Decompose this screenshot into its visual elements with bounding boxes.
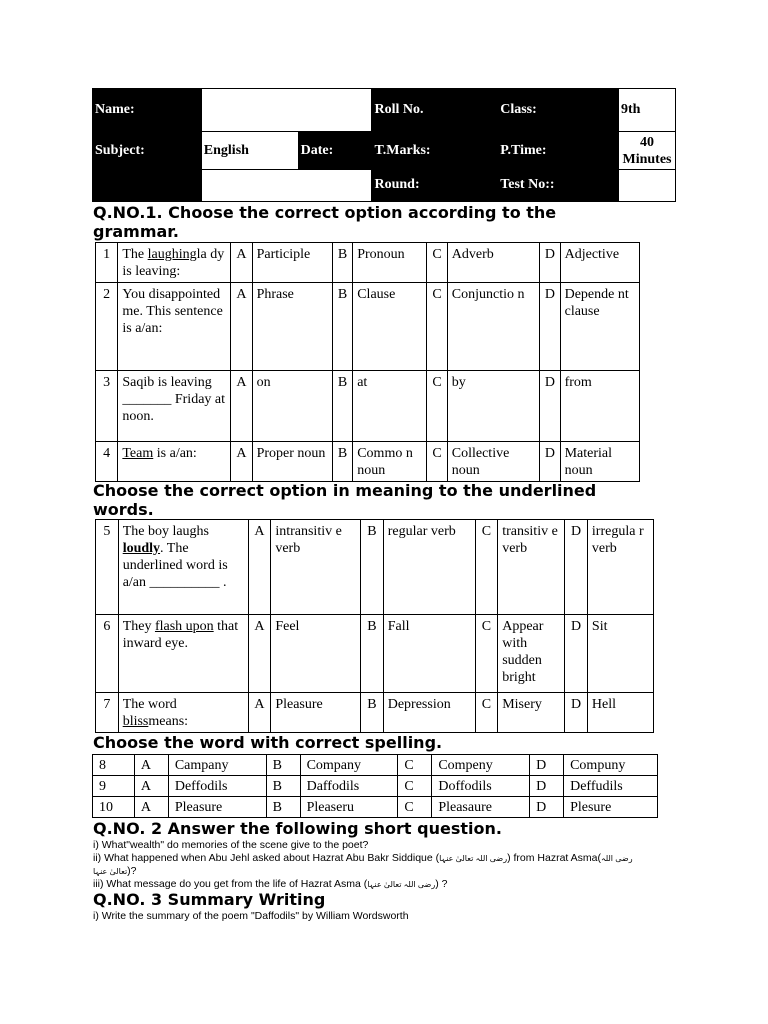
option-letter-b: B [361, 615, 384, 693]
option-d[interactable]: Adjective [560, 243, 639, 283]
option-letter-b: B [332, 371, 352, 442]
option-b[interactable]: Pleaseru [300, 797, 398, 818]
date-label: Date: [298, 132, 372, 169]
option-letter-b: B [332, 243, 352, 283]
question-number: 6 [96, 615, 119, 693]
question-text: Team is a/an: [118, 442, 231, 482]
option-a[interactable]: on [252, 371, 332, 442]
table-row [96, 520, 654, 615]
option-letter-a: A [231, 371, 252, 442]
question-number: 3 [96, 371, 118, 442]
option-b[interactable]: Company [300, 755, 398, 776]
option-letter-d: D [530, 797, 564, 818]
option-a[interactable]: Participle [252, 243, 332, 283]
option-a[interactable]: Pleasure [168, 797, 266, 818]
option-d[interactable]: irregula r verb [587, 520, 653, 615]
table-row [96, 283, 640, 371]
question-text: The laughingla dy is leaving: [118, 243, 231, 283]
question-text: Saqib is leaving _______ Friday at noon. [118, 371, 231, 442]
q2-questions [93, 839, 693, 891]
table-row [93, 755, 658, 776]
option-letter-c: C [427, 371, 447, 442]
underlined-words-table [95, 519, 654, 733]
round-label: Round: [372, 169, 498, 201]
option-c[interactable]: Conjunctio n [447, 283, 540, 371]
header-blank-cell [93, 169, 202, 201]
question-text: The boy laughs loudly. The underlined word is a/an __________ . [118, 520, 248, 615]
option-letter-a: A [248, 520, 271, 615]
option-letter-c: C [398, 797, 432, 818]
option-letter-c: C [475, 615, 498, 693]
q2-question-2: ii) What happened when Abu Jehl asked about Hazrat Abu Bakr Siddique (رضی اللہ تعالیٰ عنہا) from Hazrat Asma(رضی اللہ [93, 852, 633, 864]
option-letter-a: A [134, 776, 168, 797]
option-letter-c: C [427, 283, 447, 371]
roll-no-label: Roll No. [372, 89, 498, 132]
q2-heading: Q.NO. 2 Answer the following short question. [93, 819, 502, 838]
question-number: 2 [96, 283, 118, 371]
option-letter-a: A [231, 243, 252, 283]
option-d[interactable]: Hell [587, 693, 653, 733]
option-d[interactable]: Compuny [564, 755, 658, 776]
total-marks-label: T.Marks: [372, 132, 498, 169]
paper-time-label: P.Time: [498, 132, 619, 169]
table-row [93, 797, 658, 818]
option-letter-a: A [231, 283, 252, 371]
option-letter-d: D [540, 371, 560, 442]
option-d[interactable]: Plesure [564, 797, 658, 818]
q3-heading: Q.NO. 3 Summary Writing [93, 890, 326, 909]
question-number: 9 [93, 776, 135, 797]
table-row [93, 776, 658, 797]
option-letter-d: D [540, 283, 560, 371]
option-a[interactable]: Phrase [252, 283, 332, 371]
option-c[interactable]: by [447, 371, 540, 442]
option-letter-c: C [427, 243, 447, 283]
question-text: The word blissmeans: [118, 693, 248, 733]
spelling-heading: Choose the word with correct spelling. [93, 733, 443, 752]
option-letter-b: B [361, 693, 384, 733]
underlined-heading-line2: words. [93, 500, 154, 519]
option-d[interactable]: from [560, 371, 639, 442]
option-d[interactable]: Sit [587, 615, 653, 693]
class-value: 9th [618, 89, 675, 132]
option-b[interactable]: Pronoun [353, 243, 427, 283]
option-d[interactable]: Deffudils [564, 776, 658, 797]
table-row [96, 243, 640, 283]
spelling-table [92, 754, 658, 818]
question-text: They flash upon that inward eye. [118, 615, 248, 693]
option-letter-b: B [266, 755, 300, 776]
q1-mcq-table [95, 242, 640, 482]
option-c[interactable]: Appear with sudden bright [498, 615, 565, 693]
option-b[interactable]: Clause [353, 283, 427, 371]
option-letter-b: B [361, 520, 384, 615]
option-letter-a: A [134, 797, 168, 818]
q2-question-2-cont: تعالیٰ عنہا)? [93, 865, 137, 877]
option-a[interactable]: Deffodils [168, 776, 266, 797]
name-label: Name: [93, 89, 202, 132]
option-c[interactable]: Compeny [432, 755, 530, 776]
question-number: 10 [93, 797, 135, 818]
table-row [96, 442, 640, 482]
option-d[interactable]: Material noun [560, 442, 639, 482]
class-label: Class: [498, 89, 619, 132]
option-b[interactable]: Depression [383, 693, 475, 733]
question-number: 1 [96, 243, 118, 283]
option-b[interactable]: Daffodils [300, 776, 398, 797]
option-letter-d: D [565, 520, 588, 615]
q1-heading-line1: Q.NO.1. Choose the correct option according to the [93, 203, 557, 222]
underlined-words-heading [93, 481, 693, 519]
option-letter-d: D [530, 776, 564, 797]
option-letter-c: C [475, 520, 498, 615]
q3-question-1: i) Write the summary of the poem "Daffodils" by William Wordsworth [93, 910, 409, 922]
header-info-table [92, 88, 676, 202]
option-letter-b: B [266, 797, 300, 818]
option-c[interactable]: Collective noun [447, 442, 540, 482]
option-letter-c: C [427, 442, 447, 482]
round-blank-field[interactable] [201, 169, 372, 201]
subject-value: English [201, 132, 298, 169]
paper-time-minutes-number: 40 [639, 134, 654, 150]
option-a[interactable]: Feel [271, 615, 361, 693]
option-d[interactable]: Depende nt clause [560, 283, 639, 371]
option-letter-c: C [398, 755, 432, 776]
option-c[interactable]: Pleasaure [432, 797, 530, 818]
option-letter-d: D [565, 615, 588, 693]
option-a[interactable]: intransitiv e verb [271, 520, 361, 615]
paper-time-value [618, 132, 675, 169]
option-b[interactable]: Fall [383, 615, 475, 693]
option-c[interactable]: Adverb [447, 243, 540, 283]
option-letter-c: C [475, 693, 498, 733]
option-letter-a: A [248, 615, 271, 693]
question-number: 4 [96, 442, 118, 482]
option-c[interactable]: Misery [498, 693, 565, 733]
subject-label: Subject: [93, 132, 202, 169]
option-letter-b: B [332, 283, 352, 371]
option-b[interactable]: Commo n noun [353, 442, 427, 482]
q1-heading-line2: grammar. [93, 222, 179, 241]
table-row [96, 371, 640, 442]
option-letter-d: D [530, 755, 564, 776]
option-b[interactable]: regular verb [383, 520, 475, 615]
option-letter-b: B [266, 776, 300, 797]
option-a[interactable]: Pleasure [271, 693, 361, 733]
q2-question-3: iii) What message do you get from the life of Hazrat Asma (رضی اللہ تعالیٰ عنہا) ? [93, 878, 448, 890]
question-text: You disappointed me. This sentence is a/an: [118, 283, 231, 371]
table-row [96, 615, 654, 693]
question-number: 7 [96, 693, 119, 733]
q1-heading [93, 203, 693, 241]
option-letter-c: C [398, 776, 432, 797]
option-b[interactable]: at [353, 371, 427, 442]
option-a[interactable]: Proper noun [252, 442, 332, 482]
option-c[interactable]: transitiv e verb [498, 520, 565, 615]
table-row [96, 693, 654, 733]
underlined-heading-line1: Choose the correct option in meaning to the underlined [93, 481, 597, 500]
q2-question-1: i) What"wealth" do memories of the scene give to the poet? [93, 839, 369, 851]
option-letter-d: D [540, 442, 560, 482]
question-number: 5 [96, 520, 119, 615]
option-letter-d: D [540, 243, 560, 283]
option-letter-a: A [248, 693, 271, 733]
option-letter-a: A [134, 755, 168, 776]
name-field[interactable] [201, 89, 372, 132]
option-c[interactable]: Doffodils [432, 776, 530, 797]
option-letter-b: B [332, 442, 352, 482]
option-a[interactable]: Campany [168, 755, 266, 776]
paper-time-minutes-unit: Minutes [622, 151, 672, 167]
option-letter-d: D [565, 693, 588, 733]
question-number: 8 [93, 755, 135, 776]
test-no-label: Test No:: [498, 169, 619, 201]
option-letter-a: A [231, 442, 252, 482]
test-no-field[interactable] [618, 169, 675, 201]
